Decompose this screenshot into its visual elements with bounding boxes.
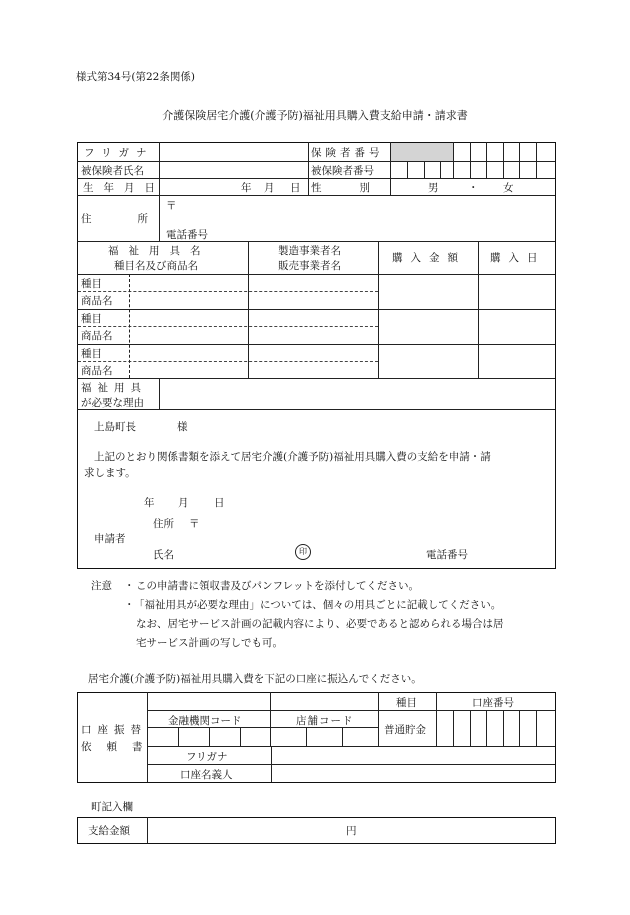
office-use-heading: 町記入欄 <box>91 801 133 813</box>
seller-header: 販売事業者名 <box>278 260 341 272</box>
item-name-header: 福祉用具名 <box>108 245 211 257</box>
sex-separator: ・ <box>468 182 479 194</box>
item-name-subheader: 種目名及び商品名 <box>114 260 198 272</box>
birth-day-unit: 日 <box>290 182 301 194</box>
item2-type-label: 種目 <box>81 313 102 325</box>
insurer-number-label: 保険者番号 <box>311 147 384 159</box>
birth-date-label: 生年月日 <box>83 182 165 194</box>
furigana-label: フリガナ <box>84 147 154 159</box>
insured-name-label: 被保険者氏名 <box>81 165 144 177</box>
applicant-postal-mark: 〒 <box>189 518 200 530</box>
seal-mark: 印 <box>295 544 311 560</box>
birth-month-unit: 月 <box>264 182 275 194</box>
date-month-unit: 月 <box>178 497 189 509</box>
reason-label-line1: 福祉用具 <box>81 382 147 394</box>
purchase-date-header: 購入日 <box>490 252 546 264</box>
applicant-label: 申請者 <box>94 533 126 545</box>
honorific: 様 <box>177 421 188 433</box>
note3-line1: なお、居宅サービス計画の記載内容により、必要であると認められる場合は居 <box>136 618 504 630</box>
item1-type-label: 種目 <box>81 278 102 290</box>
currency-unit: 円 <box>346 825 357 837</box>
note2-bullet: ・ <box>124 599 135 611</box>
bank-intro: 居宅介護(介護予防)福祉用具購入費を下記の口座に振込んでください。 <box>88 673 422 685</box>
account-type-value: 普通貯金 <box>384 724 426 736</box>
notes-heading: 注意 <box>91 580 112 592</box>
date-year-unit: 年 <box>144 497 155 509</box>
request-body-line2: 求します。 <box>84 467 136 479</box>
applicant-name-label: 氏名 <box>153 549 174 561</box>
sex-option-female[interactable]: 女 <box>503 182 514 194</box>
transfer-request-line1: 口座振替 <box>81 724 147 736</box>
reason-label-line2: が必要な理由 <box>81 397 144 409</box>
item3-product-label: 商品名 <box>81 365 113 377</box>
item2-product-label: 商品名 <box>81 330 113 342</box>
account-holder-label: 口座名義人 <box>180 769 233 781</box>
note3-line2: 宅サービス計画の写しでも可。 <box>136 637 283 649</box>
address-label: 住所 <box>81 213 194 225</box>
sex-option-male[interactable]: 男 <box>428 182 439 194</box>
note2: 「福祉用具が必要な理由」については、個々の用具ごとに記載してください。 <box>134 599 502 611</box>
note1: この申請書に領収書及びパンフレットを添付してください。 <box>136 580 419 592</box>
bank-furigana-label: フリガナ <box>186 751 228 763</box>
manufacturer-header: 製造事業者名 <box>278 245 341 257</box>
insured-number-label: 被保険者番号 <box>311 165 374 177</box>
sex-label: 性別 <box>311 182 408 194</box>
item1-product-label: 商品名 <box>81 295 113 307</box>
form-reference: 様式第34号(第22条関係) <box>76 71 195 83</box>
birth-year-unit: 年 <box>241 182 252 194</box>
request-body-line1: 上記のとおり関係書類を添えて居宅介護(介護予防)福祉用具購入費の支給を申請・請 <box>94 451 491 463</box>
date-day-unit: 日 <box>214 497 225 509</box>
payment-amount-label: 支給金額 <box>88 825 130 837</box>
postal-mark: 〒 <box>166 200 177 212</box>
branch-code-label: 店舗コード <box>296 715 354 727</box>
account-type-label: 種目 <box>396 697 417 709</box>
applicant-phone-label: 電話番号 <box>426 549 468 561</box>
addressee: 上島町長 <box>94 421 136 433</box>
phone-label: 電話番号 <box>166 229 208 241</box>
account-number-label: 口座番号 <box>472 697 514 709</box>
purchase-amount-header: 購入金額 <box>392 252 466 264</box>
item3-type-label: 種目 <box>81 348 102 360</box>
bank-code-label: 金融機関コード <box>168 715 242 727</box>
transfer-request-line2: 依頼書 <box>81 741 158 753</box>
note1-bullet: ・ <box>124 580 135 592</box>
form-title: 介護保険居宅介護(介護予防)福祉用具購入費支給申請・請求書 <box>162 109 468 122</box>
applicant-address-label: 住所 <box>153 518 174 530</box>
insurer-number-shade <box>391 143 453 161</box>
